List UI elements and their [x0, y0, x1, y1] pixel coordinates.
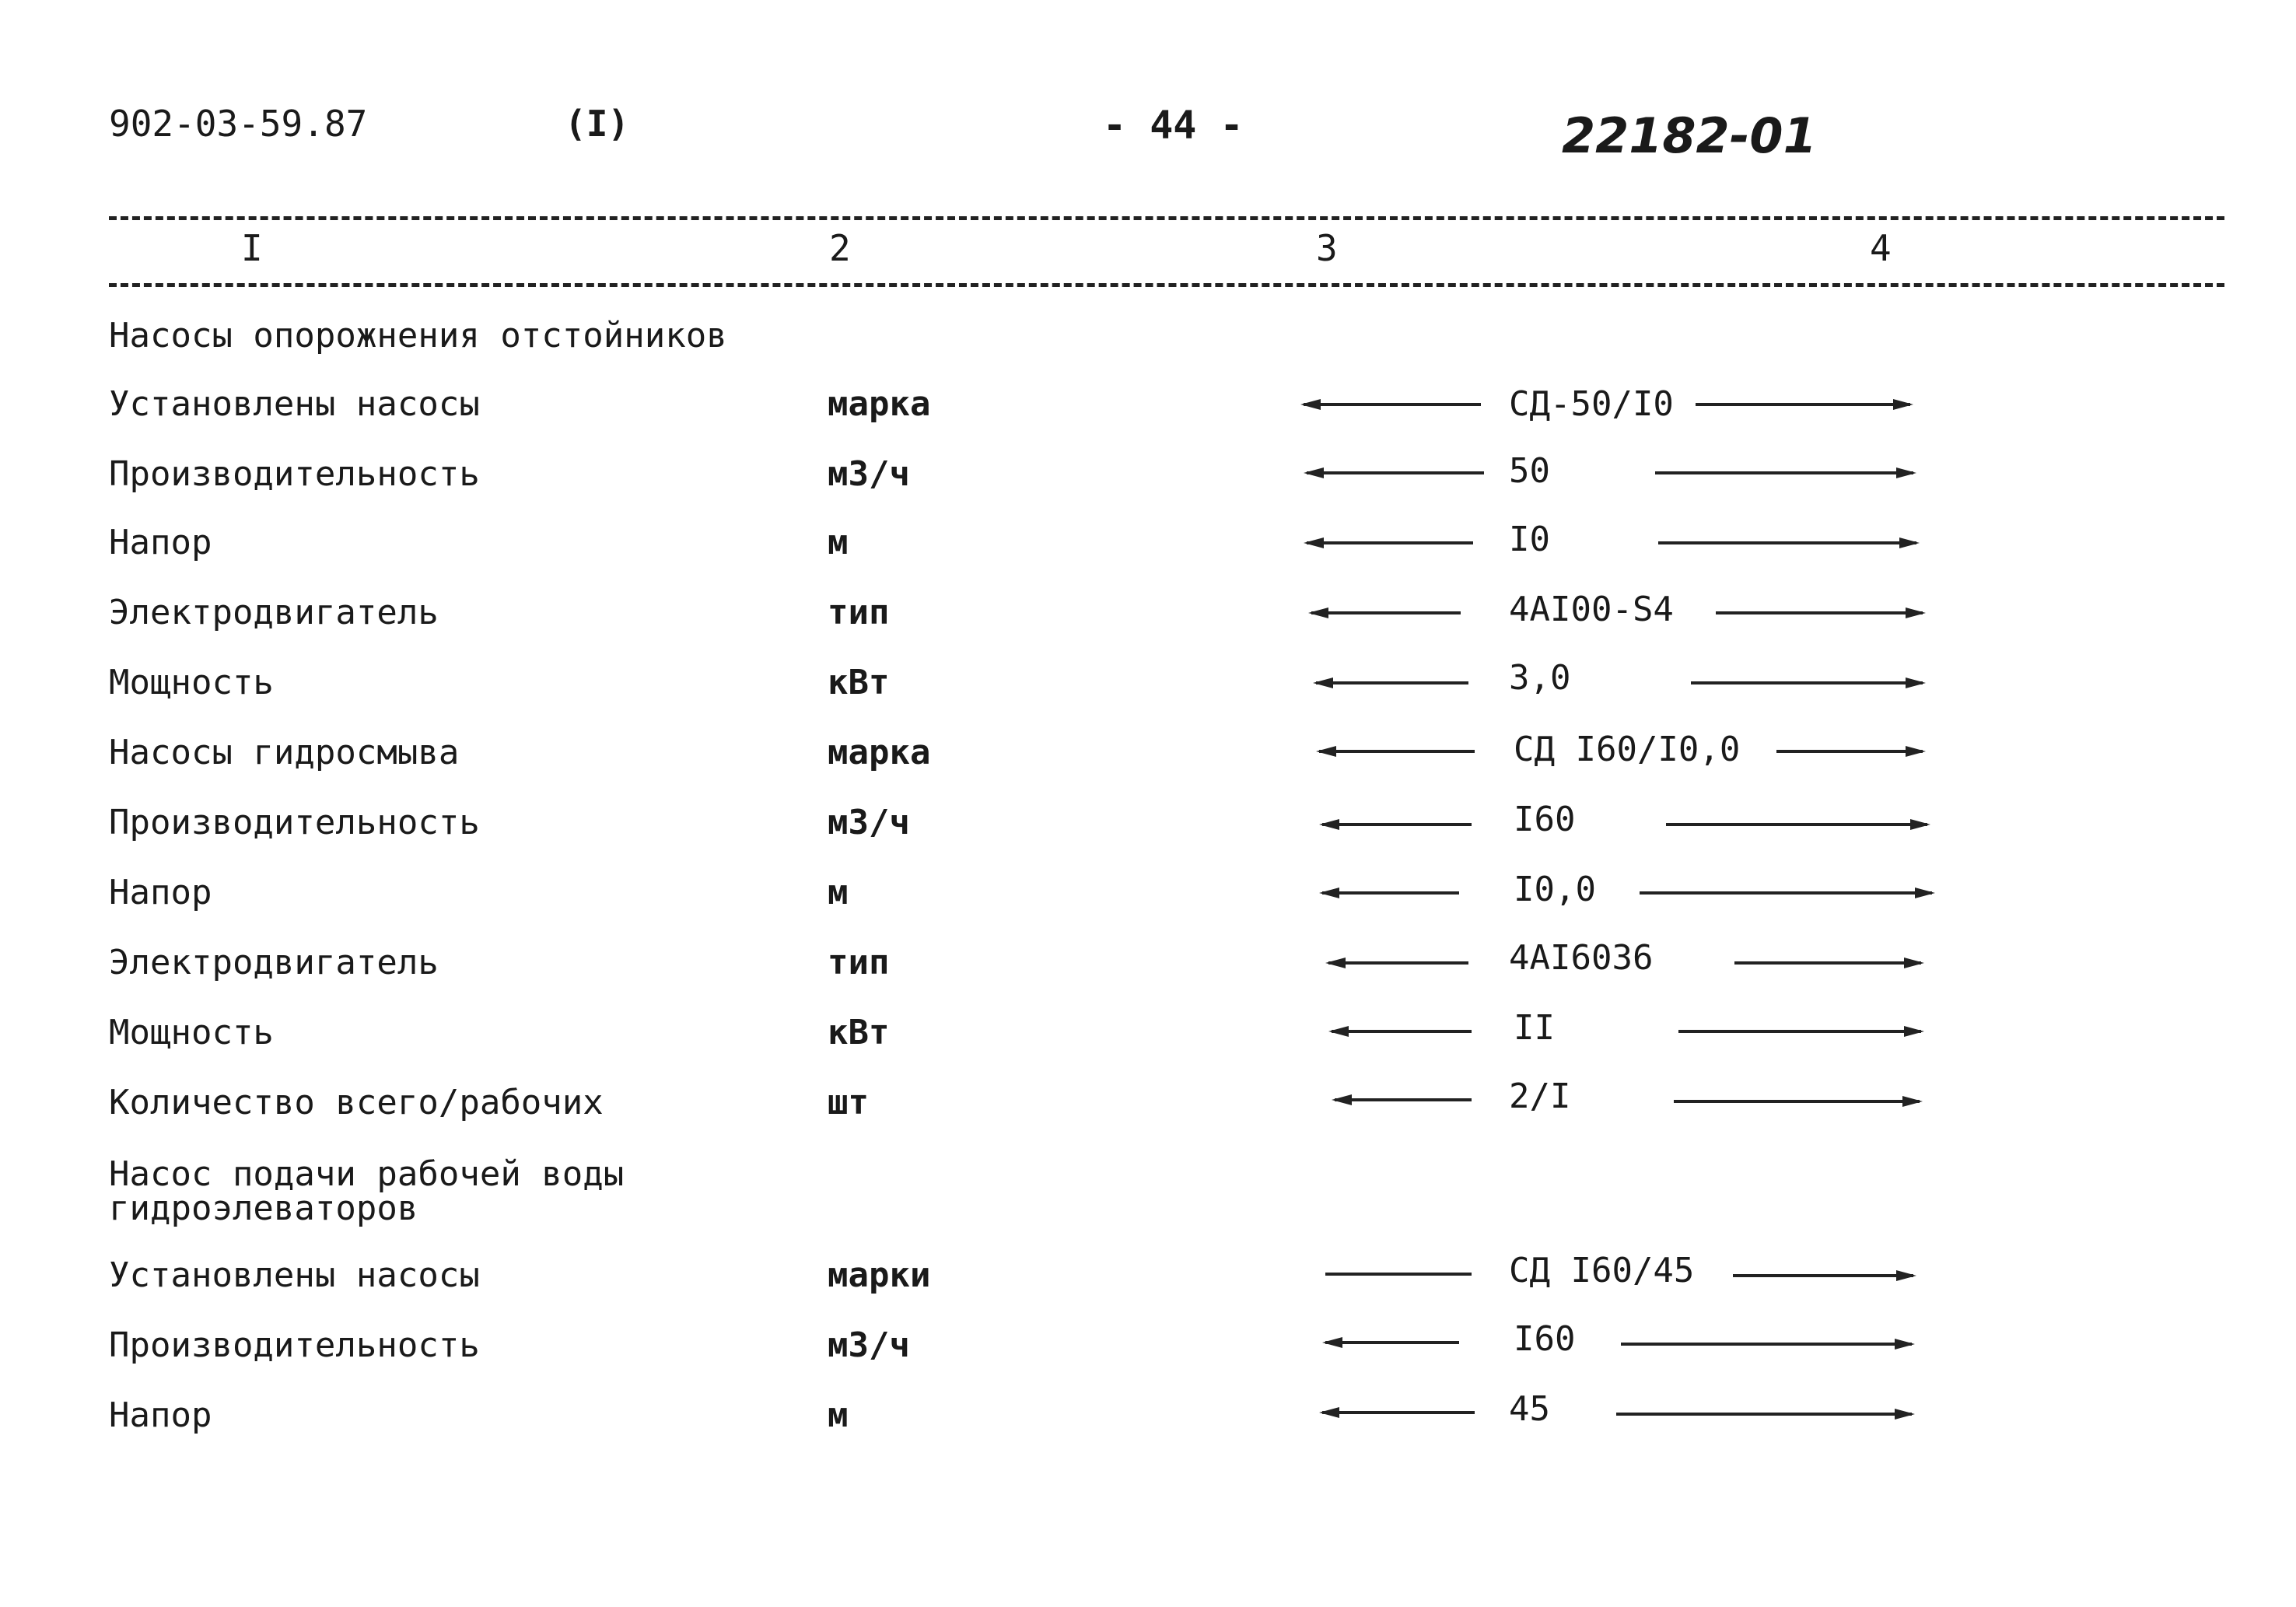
row-unit: м3/ч: [828, 1325, 910, 1365]
right-arrow: [1734, 961, 1921, 965]
right-arrow: [1716, 611, 1923, 614]
left-arrow: [1319, 750, 1475, 753]
row-value: СД-50/I0: [1509, 384, 1674, 424]
left-arrow: [1328, 961, 1468, 965]
table-header-dashed-line: [109, 283, 2224, 287]
right-arrow: [1776, 750, 1923, 753]
row-unit: м3/ч: [828, 454, 910, 494]
row-unit: м3/ч: [828, 803, 910, 842]
row-param: Напор: [109, 523, 212, 562]
left-arrow: [1335, 1098, 1472, 1101]
row-param: Мощность: [109, 663, 274, 702]
row-value: I60: [1514, 800, 1576, 839]
row-unit: тип: [828, 593, 890, 632]
right-arrow: [1655, 471, 1913, 474]
row-value: 50: [1509, 451, 1550, 491]
right-arrow: [1696, 403, 1910, 406]
row-param: Установлены насосы: [109, 1255, 480, 1295]
column-number-3: 3: [1316, 227, 1338, 269]
row-param: Электродвигатель: [109, 593, 439, 632]
row-value: 3,0: [1509, 658, 1571, 698]
right-arrow: [1678, 1030, 1921, 1033]
section-title-elevator-pump: Насос подачи рабочей воды: [109, 1154, 625, 1194]
row-param: Насосы гидросмыва: [109, 733, 460, 772]
row-unit: м: [828, 523, 849, 562]
left-arrow: [1304, 403, 1481, 406]
row-param: Электродвигатель: [109, 943, 439, 982]
row-value: СД I60/I0,0: [1514, 730, 1741, 769]
plain-line: [1325, 1273, 1472, 1276]
right-arrow: [1621, 1343, 1912, 1346]
left-arrow: [1322, 823, 1472, 826]
left-arrow: [1325, 1341, 1459, 1344]
left-arrow: [1332, 1030, 1472, 1033]
row-unit: марка: [828, 384, 931, 424]
row-param: Количество всего/рабочих: [109, 1083, 604, 1122]
volume-number: (I): [565, 103, 630, 145]
section-title-elevator-pump-cont: гидроэлеваторов: [109, 1189, 418, 1228]
row-value: СД I60/45: [1509, 1251, 1695, 1290]
row-unit: кВт: [828, 1013, 890, 1052]
left-arrow: [1307, 471, 1484, 474]
row-unit: марки: [828, 1255, 931, 1295]
column-number-2: 2: [829, 227, 851, 269]
row-unit: тип: [828, 943, 890, 982]
row-param: Производительность: [109, 454, 480, 494]
left-arrow: [1307, 541, 1473, 544]
left-arrow: [1311, 611, 1461, 614]
left-arrow: [1316, 681, 1468, 684]
row-unit: шт: [828, 1083, 869, 1122]
document-code: 22182-01: [1562, 107, 1817, 164]
row-value: I60: [1514, 1319, 1576, 1359]
right-arrow: [1658, 541, 1916, 544]
left-arrow: [1322, 891, 1459, 895]
table-top-dashed-line: [109, 216, 2224, 220]
row-value: 45: [1509, 1389, 1550, 1429]
row-value: I0,0: [1514, 870, 1596, 909]
row-value: II: [1514, 1008, 1555, 1048]
row-param: Производительность: [109, 803, 480, 842]
row-value: I0: [1509, 520, 1550, 559]
row-param: Напор: [109, 1395, 212, 1435]
row-value: 2/I: [1509, 1077, 1571, 1116]
column-number-4: 4: [1870, 227, 1892, 269]
row-param: Мощность: [109, 1013, 274, 1052]
document-number: 902-03-59.87: [109, 103, 368, 145]
row-unit: м: [828, 1395, 849, 1435]
right-arrow: [1674, 1100, 1920, 1103]
right-arrow: [1616, 1413, 1912, 1416]
row-param: Производительность: [109, 1325, 480, 1365]
row-param: Напор: [109, 873, 212, 912]
right-arrow: [1691, 681, 1923, 684]
right-arrow: [1640, 891, 1932, 895]
column-number-1: I: [241, 227, 263, 269]
left-arrow: [1322, 1411, 1475, 1414]
row-value: 4AI00-S4: [1509, 590, 1674, 629]
row-unit: м: [828, 873, 849, 912]
page-number: - 44 -: [1103, 103, 1244, 148]
row-unit: кВт: [828, 663, 890, 702]
right-arrow: [1733, 1274, 1913, 1277]
row-param: Установлены насосы: [109, 384, 480, 424]
row-value: 4AI6036: [1509, 938, 1654, 978]
right-arrow: [1666, 823, 1927, 826]
section-title-drain-pumps: Насосы опорожнения отстойников: [109, 316, 727, 355]
row-unit: марка: [828, 733, 931, 772]
